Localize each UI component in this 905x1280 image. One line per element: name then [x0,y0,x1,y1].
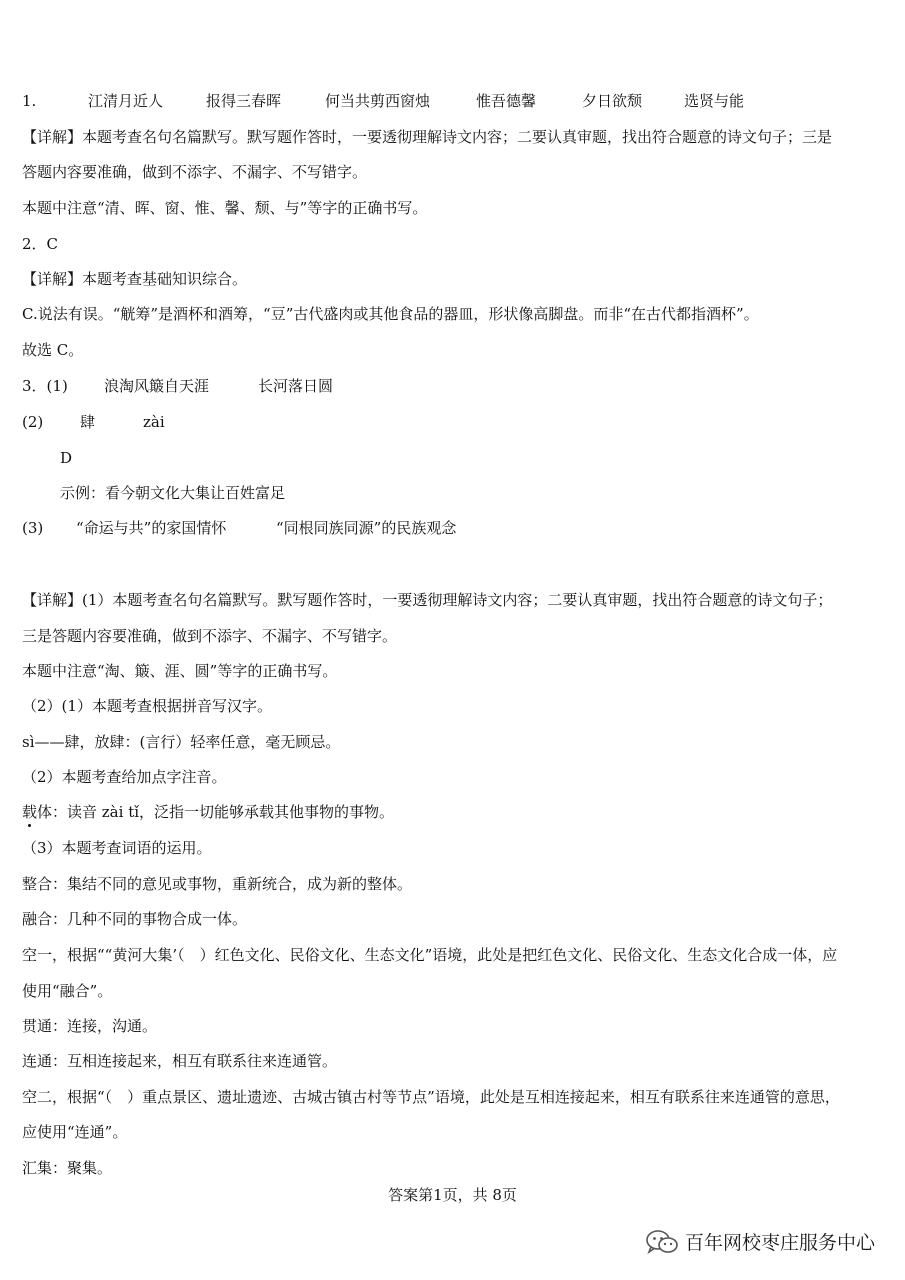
q3-part2-example: 示例：看今朝文化大集让百姓富足 [60,484,286,502]
q3-sub1-text: sì——肆，放肆：(言行）轻率任意，毫无顾忌。 [22,733,341,751]
q3-sub2-rest: 体：读音 zài tǐ，泛指一切能够承载其他事物的事物。 [37,803,395,821]
q3-detail-line-2: 三是答题内容要准确，做到不添字、不漏字、不写错字。 [22,627,398,645]
word-guantong: 贯通：连接，沟通。 [22,1017,158,1035]
q3-number: 3．(1) [22,377,68,395]
q1-answer-4: 惟吾德馨 [476,92,537,110]
q3-part1-answer-2: 长河落日圆 [258,377,334,395]
q1-answer-3: 何当共剪西窗烛 [325,92,431,110]
q3-part2-answer-char: 肆 [80,413,96,431]
watermark-text: 百年网校枣庄服务中心 [684,1232,875,1254]
q3-part2-line [22,412,883,432]
q3-part2-answer-pinyin: zài [143,413,165,431]
q3-part1-line [22,376,883,396]
q3-part1-answer-1: 浪淘风簸自天涯 [104,377,210,395]
word-huiji: 汇集：聚集。 [22,1159,113,1177]
blank2-line-2: 应使用“连通”。 [22,1123,128,1141]
q1-answer-2: 报得三春晖 [206,92,282,110]
q3-part3-line [22,518,883,538]
q3-sub3-title: （3）本题考查词语的运用。 [22,839,212,857]
blank2-line-1: 空二，根据“（ ）重点景区、遗址遗迹、古城古镇古村等节点”语境，此处是互相连接起来，相互有联系往来连通管的意思， [22,1088,840,1106]
q3-part2-label: (2) [22,413,44,431]
q1-detail-line-2: 答题内容要准确，做到不添字、不漏字、不写错字。 [22,163,368,181]
q2-detail: 【详解】本题考查基础知识综合。 [22,270,248,288]
word-zhenghe: 整合：集结不同的意见或事物，重新统合，成为新的整体。 [22,875,413,893]
q3-sub2-text [22,802,883,822]
q3-part2-choice: D [60,449,73,467]
q1-note: 本题中注意“清、晖、窗、惟、馨、颓、与”等字的正确书写。 [22,199,428,217]
blank1-line-2: 使用“融合”。 [22,982,113,1000]
watermark [645,1228,875,1255]
word-ronghe: 融合：几种不同的事物合成一体。 [22,910,248,928]
q1-answer-line [22,91,883,111]
blank1-line-1: 空一，根据““黄河大集’（ ）红色文化、民俗文化、生态文化”语境，此处是把红色文化、民俗文化、生态文化合成一体，应 [22,946,838,964]
q2-answer: 2．C [22,235,59,253]
q1-answer-6: 选贤与能 [684,92,745,110]
word-liantong: 连通：互相连接起来，相互有联系往来连通管。 [22,1052,338,1070]
dotted-character: 载 [22,803,38,821]
q2-conclusion: 故选 C。 [22,341,84,359]
q3-part3-answer-2: “同根同族同源”的民族观念 [276,519,457,537]
q3-part3-label: (3) [22,519,44,537]
q3-sub1-title: （2）(1）本题考查根据拼音写汉字。 [22,697,272,715]
q1-detail-line-1: 【详解】本题考查名句名篇默写。默写题作答时，一要透彻理解诗文内容；二要认真审题，找出符合题意的诗文句子；三是 [22,128,833,146]
q3-sub2-title: （2）本题考查给加点字注音。 [22,768,227,786]
q3-detail-line-1: 【详解】(1）本题考查名句名篇默写。默写题作答时，一要透彻理解诗文内容；二要认真审题，找出符合题意的诗文句子； [22,591,833,609]
q2-explanation: C.说法有误。“觥筹”是酒杯和酒筹，“豆”古代盛肉或其他食品的器皿，形状像高脚盘。而非“在古代都指酒杯”。 [22,305,759,323]
wechat-icon [645,1229,679,1255]
q1-answer-1: 江清月近人 [88,92,164,110]
q1-answer-5: 夕日欲颓 [582,92,643,110]
page-footer: 答案第1页，共 8页 [388,1186,517,1204]
q3-part3-answer-1: “命运与共”的家国情怀 [76,519,227,537]
q3-note: 本题中注意“淘、簸、涯、圆”等字的正确书写。 [22,662,338,680]
q1-number: 1. [22,92,37,110]
